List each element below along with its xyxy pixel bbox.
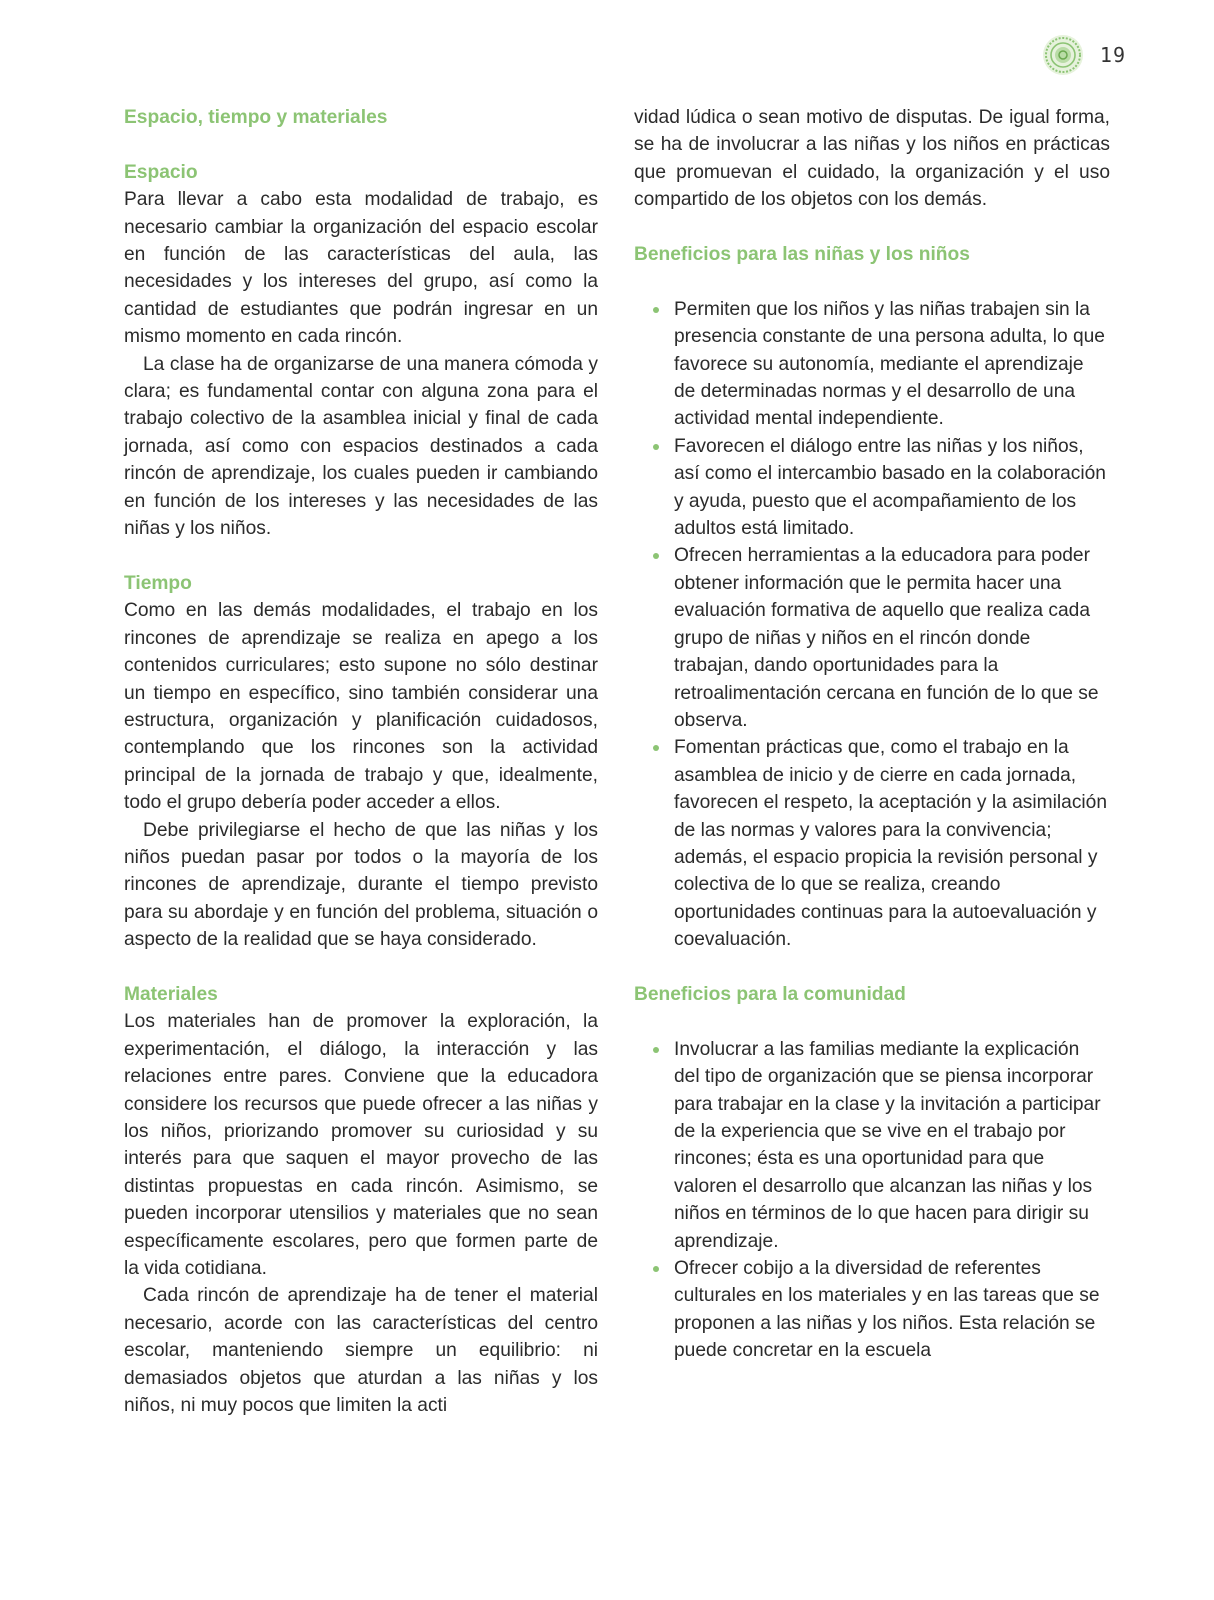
bullet-icon (653, 1047, 659, 1053)
subheading-espacio: Espacio (124, 161, 198, 183)
list-item-text: Favorecen el diálogo entre las niñas y los niños, así como el intercambio basado en la colaboración y ayuda, puesto que el acompañamiento de los adultos está limitado. (674, 435, 1106, 540)
list-item-text: Fomentan prácticas que, como el trabajo en la asamblea de inicio y de cierre en cada jornada, favorecen el respeto, la aceptación y la asimilación de las normas y valores para la convivencia; además, el espacio propicia la revisión personal y colectiva de lo que se realiza, creando oportunidades continuas para la autoevaluación y coevaluación. (674, 737, 1108, 951)
spacer (634, 954, 1110, 981)
bullet-icon (653, 553, 659, 559)
green-circular-emblem-icon (1042, 34, 1084, 76)
subheading-tiempo: Tiempo (124, 572, 192, 594)
page-number: 19 (1099, 43, 1126, 67)
list-item-text: Ofrecer cobijo a la diversidad de referentes culturales en los materiales y en las tareas que se proponen a las niñas y los niños. Esta relación se puede concretar en la escuela (674, 1258, 1100, 1362)
bullet-icon (653, 444, 659, 450)
benefits-children-list (634, 296, 1110, 954)
paragraph-tiempo-2: Debe privilegiarse el hecho de que las niñas y los niños puedan pasar por todos o la mayoría de los rincones de aprendizaje, durante el tiempo previsto para su abordaje y en función del problema, situación o aspecto de la realidad que se haya considerado. (124, 819, 598, 951)
right-column (634, 104, 1110, 1365)
list-item-text: Involucrar a las familias mediante la explicación del tipo de organización que se piensa incorporar para trabajar en la clase y la invitación a participar de la experiencia que se vive en el trabajo por rincones; ésta es una oportunidad para que valoren el desarrollo que alcanzan las niñas y los niños en términos de lo que hacen para dirigir su aprendizaje. (674, 1038, 1101, 1252)
paragraph-materiales-2: Cada rincón de aprendizaje ha de tener el material necesario, acorde con las características del centro escolar, manteniendo siempre un equilibrio: ni demasiados objetos que aturdan a las niñas y los niños, ni muy pocos que limiten la acti (124, 1285, 598, 1417)
list-item (674, 734, 1110, 953)
paragraph-materiales-1: Los materiales han de promover la exploración, la experimentación, el diálogo, la interacción y las relaciones entre pares. Conviene que la educadora considere los recursos que puede ofrecer a las niñas y los niños, priorizando promover su curiosidad y su interés para que saquen el mayor provecho de las distintas propuestas en cada rincón. Asimismo, se pueden incorporar utensilios y materiales que no sean específicamente escolares, pero que formen parte de la vida cotidiana. (124, 1011, 598, 1280)
list-item (674, 1036, 1110, 1255)
left-column (124, 104, 598, 1419)
paragraph-espacio-1: Para llevar a cabo esta modalidad de trabajo, es necesario cambiar la organización del espacio escolar en función de las características del aula, las necesidades y los intereses del grupo, así como la cantidad de estudiantes que podrán ingresar en un mismo momento en cada rincón. (124, 189, 598, 348)
section-heading-beneficios-comunidad: Beneficios para la comunidad (634, 983, 906, 1005)
benefits-community-list (634, 1036, 1110, 1365)
subheading-materiales: Materiales (124, 983, 218, 1005)
spacer (124, 954, 598, 981)
list-item-text: Ofrecen herramientas a la educadora para poder obtener información que le permita hacer una evaluación formativa de aquello que realiza cada grupo de niñas y niños en el rincón donde trabajan, dando oportunidades para la retroalimentación cercana en función de lo que se observa. (674, 545, 1099, 731)
list-item (674, 433, 1110, 543)
spacer (124, 542, 598, 569)
section-heading-beneficios-ninos: Beneficios para las niñas y los niños (634, 244, 970, 266)
list-item (674, 296, 1110, 433)
paragraph-tiempo-1: Como en las demás modalidades, el trabajo en los rincones de aprendizaje se realiza en apego a los contenidos curriculares; esto supone no sólo destinar un tiempo en específico, sino también considerar una estructura, organización y planificación cuidadosos, contemplando que los rincones son la actividad principal de la jornada de trabajo y que, idealmente, todo el grupo debería poder acceder a ellos. (124, 600, 598, 814)
list-item-text: Permiten que los niños y las niñas trabajen sin la presencia constante de una persona adulta, lo que favorece su autonomía, mediante el aprendizaje de determinadas normas y el desarrollo de una actividad mental independiente. (674, 298, 1105, 430)
paragraph-espacio-2: La clase ha de organizarse de una manera cómoda y clara; es fundamental contar con alguna zona para el trabajo colectivo de la asamblea inicial y final de cada jornada, así como con espacios destinados a cada rincón de aprendizaje, los cuales pueden ir cambiando en función de los intereses y las necesidades de las niñas y los niños. (124, 353, 598, 540)
bullet-icon (653, 307, 659, 313)
spacer (634, 214, 1110, 241)
section-heading-espacio-tiempo-materiales: Espacio, tiempo y materiales (124, 107, 388, 128)
bullet-icon (653, 1266, 659, 1272)
page-header (1042, 34, 1126, 76)
list-item (674, 542, 1110, 734)
bullet-icon (653, 745, 659, 751)
paragraph-continuation: vidad lúdica o sean motivo de disputas. De igual forma, se ha de involucrar a las niñas y los niños en prácticas que promuevan el cuidado, la organización y el uso compartido de los objetos con los demás. (634, 107, 1110, 211)
list-item (674, 1255, 1110, 1365)
